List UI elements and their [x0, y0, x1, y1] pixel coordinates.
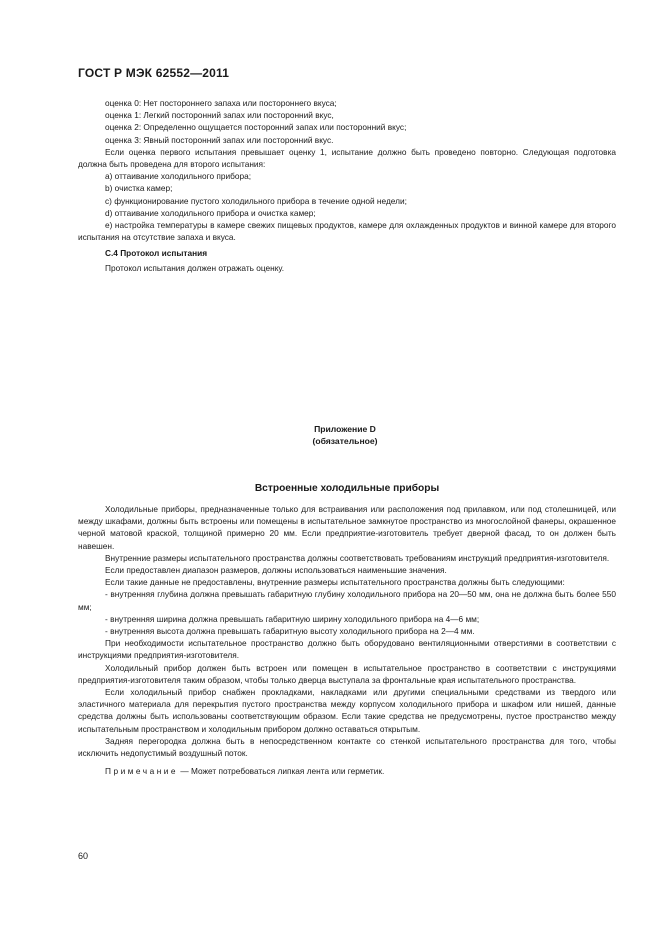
- section-text: Протокол испытания должен отражать оценку.: [105, 262, 285, 273]
- dimension-item: - внутренняя глубина должна превышать габаритную глубину холодильного прибора на 20—50 мм, она не должна быть более 550 мм;: [78, 589, 616, 612]
- score-line: оценка 2: Определенно ощущается посторонний запах или посторонний вкус;: [105, 122, 407, 133]
- annex-body: [78, 503, 616, 777]
- body-paragraph: Внутренние размеры испытательного пространства должны соответствовать требованиям инструкций предприятия-изготовителя.: [105, 552, 610, 563]
- body-paragraph: Если такие данные не предоставлены, внутренние размеры испытательного пространства должны быть следующими:: [105, 577, 565, 588]
- dimension-item: - внутренняя высота должна превышать габаритную высоту холодильного прибора на 2—4 мм.: [105, 626, 475, 637]
- annex-main-title: Встроенные холодильные приборы: [254, 483, 440, 494]
- score-line: оценка 1: Легкий посторонний запах или посторонний вкус,: [105, 110, 334, 121]
- annex-heading: [270, 423, 420, 447]
- doc-code-header: ГОСТ Р МЭК 62552—2011: [78, 66, 230, 80]
- prep-step: d) оттаивание холодильного прибора и очистка камер;: [105, 207, 316, 218]
- body-paragraph: Холодильные приборы, предназначенные только для встраивания или расположения под прилавком, или под столешницей, или между шкафами, должны быть встроены или помещены в испытательное замкнутое пространство из многослойной фанеры, окрашенное черной матовой краской, толщиной примерно 20 мм. Если предприятие-изготовитель требует дверной фасад, то он должен быть навешен.: [78, 504, 616, 551]
- note-paragraph: [78, 765, 616, 777]
- body-paragraph: Задняя перегородка должна быть в непосредственном контакте со стенкой испытательного пространства для того, чтобы исключить недопустимый воздушный поток.: [78, 735, 616, 759]
- annex-title: Приложение D: [314, 424, 376, 434]
- page-number: 60: [78, 851, 89, 861]
- evaluation-block: [78, 97, 616, 274]
- body-paragraph: Если холодильный прибор снабжен прокладками, накладками или другими специальными средствами из твердого или эластичного материала для перекрытия пустого пространства между корпусом холодильного прибора и шкафом или нишей, данные средства должны быть использованы соответствующим образом. Если такие средства не предусмотрены, пустое пространство между испытательным пространством и холодильным прибором должно оставаться открытым.: [78, 687, 616, 734]
- body-paragraph: Если предоставлен диапазон размеров, должны использоваться наименьшие значения.: [105, 565, 447, 576]
- dimension-item: - внутренняя ширина должна превышать габаритную ширину холодильного прибора на 4—6 мм;: [105, 613, 480, 624]
- body-paragraph: При необходимости испытательное пространство должно быть оборудовано вентиляционными отверстиями в соответствии с инструкциями предприятия-изготовителя.: [78, 638, 616, 661]
- note-label: Примечание: [105, 766, 179, 777]
- repeat-test-paragraph: Если оценка первого испытания превышает оценку 1, испытание должно быть проведено повторно. Следующая подготовка должна быть проведена для второго испытания:: [78, 146, 616, 170]
- prep-step: b) очистка камер;: [105, 183, 173, 194]
- score-line: оценка 0: Нет постороннего запаха или постороннего вкуса;: [105, 98, 337, 108]
- annex-status: (обязательное): [312, 436, 378, 446]
- score-line: оценка 3: Явный посторонний запах или посторонний вкус.: [105, 134, 334, 145]
- note-text: — Может потребоваться липкая лента или герметик.: [178, 766, 385, 777]
- body-paragraph: Холодильный прибор должен быть встроен или помещен в испытательное пространство в соответствии с инструкциями предприятия-изготовителя таким образом, чтобы только дверца выступала за фронтальные края испытательного пространства.: [78, 662, 616, 685]
- prep-step: c) функционирование пустого холодильного прибора в течение одной недели;: [105, 195, 407, 206]
- section-title: С.4 Протокол испытания: [105, 248, 208, 259]
- prep-step: a) оттаивание холодильного прибора;: [105, 171, 252, 182]
- prep-step: e) настройка температуры в камере свежих пищевых продуктов, камере для охлажденных продуктов и винной камере для второго испытания на отсутствие запаха и вкуса.: [78, 220, 616, 243]
